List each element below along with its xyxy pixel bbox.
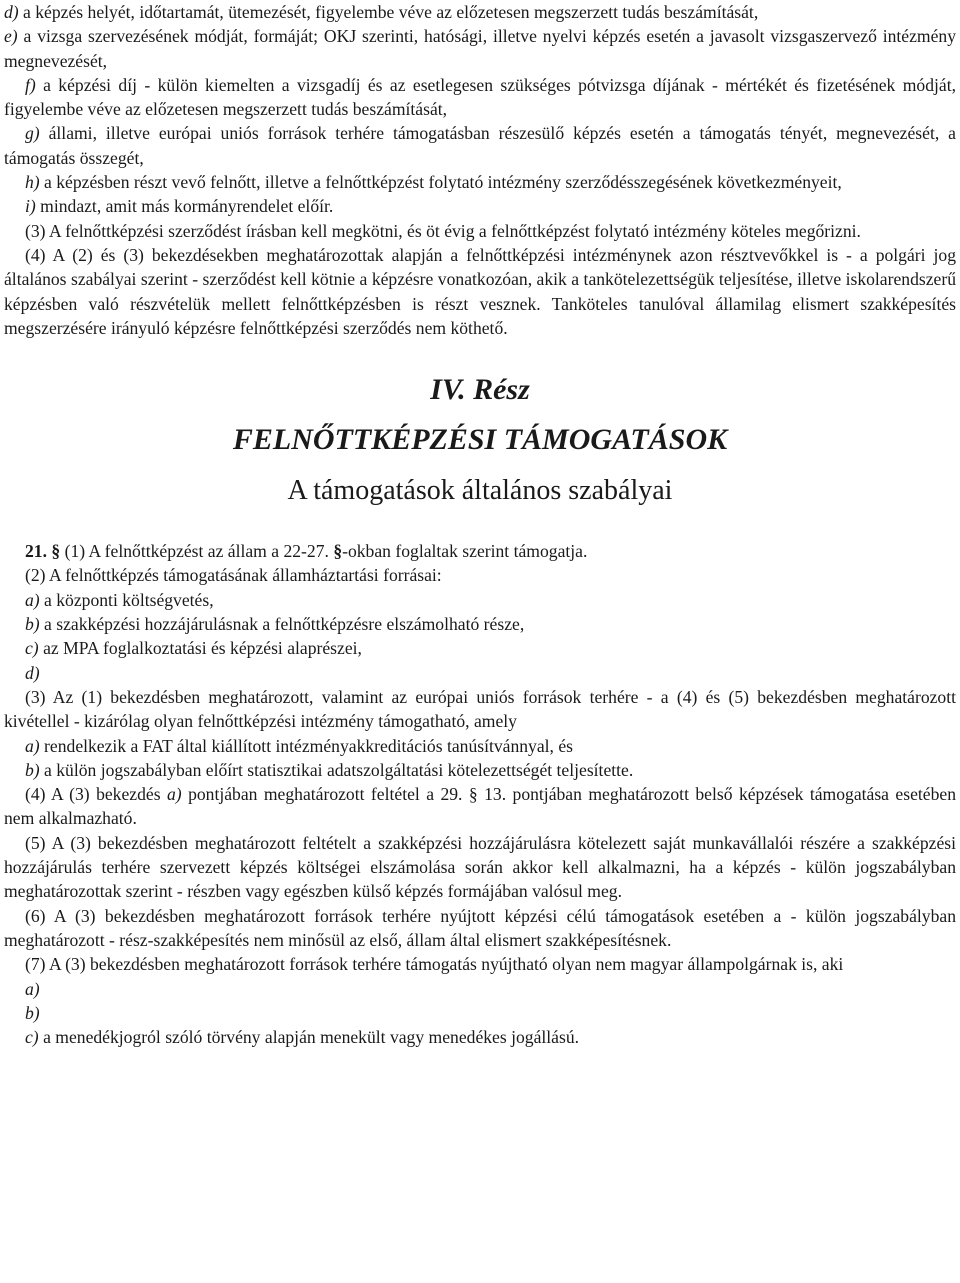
item-mark: e) [4,26,18,47]
item-text: az MPA foglalkoztatási és képzési alaprészei, [38,638,362,659]
section-21-paragraph-1 [4,539,956,563]
section-sign: § [51,541,61,562]
list-item-b [4,612,956,636]
section-21-paragraph-4 [4,782,956,831]
item-f [4,73,956,122]
list-item-7b [4,1001,956,1025]
item-g [4,121,956,170]
item-d [4,0,956,24]
item-mark: d) [25,662,40,683]
paragraph-text: (1) A felnőttképzést az állam a 22-27. [60,541,334,562]
part-heading: IV. Rész [430,373,530,407]
item-mark: g) [25,123,40,144]
item-mark: i) [25,196,36,217]
section-number: 21. [25,541,47,562]
item-i [4,194,956,218]
section-21-paragraph-3: (3) Az (1) bekezdésben meghatározott, valamint az európai uniós források terhére - a (4) és (5) bekezdésben meghatározott kivétellel - kizárólag olyan felnőttképzési intézmény támogatható, amely [4,686,956,732]
item-mark: a) [166,784,182,805]
item-text: a központi költségvetés, [39,589,214,610]
section-sign: § [333,541,343,562]
list-item-3b [4,758,956,782]
list-item-d [4,661,956,685]
section-sign: § [468,784,478,805]
item-mark: b) [25,614,40,635]
item-e [4,24,956,73]
item-mark: a) [25,978,40,999]
paragraph-4: (4) A (2) és (3) bekezdésekben meghatározottak alapján a felnőttképzési intézménynek azon résztvevőkkel is - a polgári jog általános szabályai szerint - szerződést kell kötnie a képzésre vonatkozóan, akik a tankötelezettségük teljesítése, illetve iskolarendszerű képzésben való részvételük mellett felnőttképzésben is részt vesznek. Tanköteles tanulóval államilag elismert szakképesítés megszerzésére irányuló képzésre felnőttképzési szerződés nem köthető. [4,244,956,338]
item-mark: b) [25,1002,40,1023]
item-text: a képzési díj - külön kiemelten a vizsgadíj és az esetlegesen szükséges pótvizsga díjának - mértékét és fizetésének módját, figyelembe véve az előzetesen megszerzett tudás beszámítását, [4,74,956,120]
section-21-paragraph-2: (2) A felnőttképzés támogatásának államháztartási forrásai: [25,565,442,586]
section-21-paragraph-6: (6) A (3) bekezdésben meghatározott források terhére nyújtott képzési célú támogatások esetében a - külön jogszabályban meghatározott - rész-szakképesítés nem minősül az első, állam által elismert szakképesítésnek. [4,905,956,950]
paragraph-text: (4) A (3) bekezdés [25,784,167,805]
paragraph-3: (3) A felnőttképzési szerződést írásban kell megkötni, és öt évig a felnőttképzést folytató intézmény köteles megőrizni. [25,220,861,241]
list-item-7c [4,1025,956,1049]
item-mark: d) [4,2,19,22]
paragraph-text: 13. pontjában meghatározott belső képzések támogatása esetében nem alkalmazható. [4,784,956,829]
paragraph-text: pontjában meghatározott feltétel a 29. [181,784,469,805]
list-item-a [4,588,956,612]
list-item-c [4,636,956,660]
item-mark: a) [25,735,40,756]
item-mark: h) [25,172,40,193]
item-text: rendelkezik a FAT által kiállított intézményakkreditációs tanúsítvánnyal, és [39,735,574,756]
list-item-7a [4,977,956,1001]
item-text: a képzés helyét, időtartamát, ütemezését, figyelembe véve az előzetesen megszerzett tudás beszámítását, [18,2,759,22]
item-mark: b) [25,759,40,780]
item-text: a külön jogszabályban előírt statisztikai adatszolgáltatási kötelezettségét teljesítette. [39,759,634,780]
item-mark: f) [25,74,36,95]
paragraph-text: -okban foglaltak szerint támogatja. [342,541,588,562]
item-text: a menedékjogról szóló törvény alapján menekült vagy menedékes jogállású. [38,1027,580,1048]
item-mark: c) [25,1027,39,1048]
item-text: állami, illetve európai uniós források terhére támogatásban részesülő képzés esetén a támogatás tényét, megnevezését, a támogatás összegét, [4,123,956,168]
item-text: a képzésben részt vevő felnőtt, illetve a felnőttképzést folytató intézmény szerződésszegésének következményeit, [39,172,842,193]
item-mark: c) [25,638,39,659]
list-item-3a [4,734,956,758]
section-21-paragraph-7: (7) A (3) bekezdésben meghatározott források terhére támogatás nyújtható olyan nem magyar állampolgárnak is, aki [25,954,844,975]
item-text: a vizsga szervezésének módját, formáját; OKJ szerinti, hatósági, illetve nyelvi képzés esetén a javasolt vizsgaszervező intézmény megnevezését, [4,26,956,71]
section-subtitle: A támogatások általános szabályai [287,475,673,507]
section-21-paragraph-5: (5) A (3) bekezdésben meghatározott feltételt a szakképzési hozzájárulásra kötelezett saját munkavállalói részére a szakképzési hozzájárulás terhére szervezett képzés költségei elszámolása során akkor kell alkalmazni, ha a képzés - külön jogszabályban meghatározottak szerint - részben vagy egészben külső képzés formájában valósul meg. [4,832,956,902]
item-h [4,170,956,194]
item-mark: a) [25,589,40,610]
section-title: FELNŐTTKÉPZÉSI TÁMOGATÁSOK [232,423,728,457]
item-text: a szakképzési hozzájárulásnak a felnőttképzésre elszámolható része, [39,614,525,635]
item-text: mindazt, amit más kormányrendelet előír. [35,196,334,217]
